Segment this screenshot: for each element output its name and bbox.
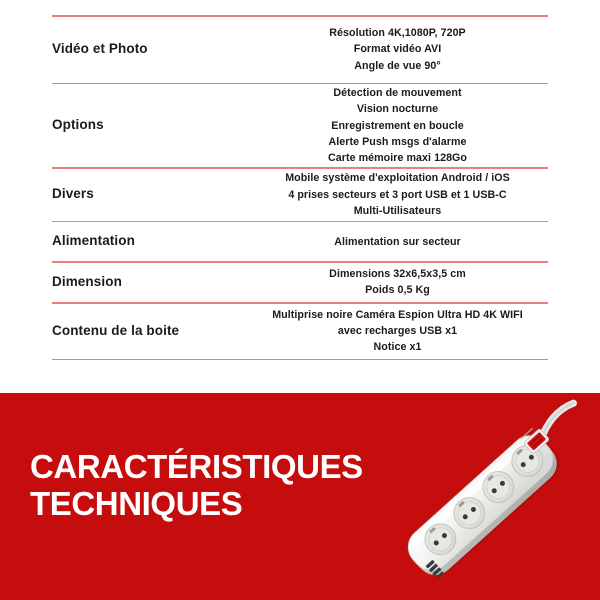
banner-title	[30, 449, 363, 523]
table-row	[52, 222, 548, 261]
banner-title-line2: TECHNIQUES	[30, 484, 243, 522]
spec-value-line: Mobile système d'exploitation Android / iOS	[285, 172, 510, 185]
table-divider-bottom	[52, 359, 548, 361]
spec-value-options	[247, 85, 548, 166]
spec-value-divers	[247, 170, 548, 219]
power-strip-image	[372, 393, 600, 600]
spec-value-video-photo	[247, 25, 548, 74]
spec-label-options: Options	[52, 117, 104, 133]
table-row	[52, 169, 548, 221]
spec-value-line: Notice x1	[373, 341, 422, 354]
spec-value-line: Poids 0,5 Kg	[365, 284, 430, 297]
table-row	[52, 304, 548, 359]
spec-value-line: 4 prises secteurs et 3 port USB et 1 USB-C	[288, 188, 507, 201]
spec-label-contenu-boite: Contenu de la boite	[52, 322, 180, 338]
spec-value-line: Dimensions 32x6,5x3,5 cm	[329, 268, 466, 281]
spec-label-dimension: Dimension	[52, 274, 122, 290]
spec-value-line: Détection de mouvement	[333, 87, 462, 100]
spec-value-line: Alimentation sur secteur	[334, 235, 461, 248]
spec-value-dimension	[247, 266, 548, 299]
caracteristiques-banner	[0, 393, 600, 600]
table-row	[52, 17, 548, 83]
spec-value-line: Multiprise noire Caméra Espion Ultra HD 4K WIFI	[272, 308, 523, 321]
banner-title-line1: CARACTÉRISTIQUES	[30, 448, 363, 485]
table-row	[52, 84, 548, 167]
spec-value-line: Alerte Push msgs d'alarme	[328, 135, 467, 148]
spec-value-line: Carte mémoire maxi 128Go	[327, 152, 467, 165]
spec-value-line: avec recharges USB x1	[337, 324, 458, 337]
spec-value-line: Vision nocturne	[356, 103, 439, 116]
spec-label-alimentation: Alimentation	[52, 233, 135, 249]
table-row	[52, 263, 548, 302]
spec-label-divers: Divers	[52, 186, 94, 202]
spec-value-line: Angle de vue 90°	[354, 59, 441, 72]
spec-value-line: Format vidéo AVI	[353, 43, 442, 56]
spec-value-line: Résolution 4K,1080P, 720P	[329, 27, 466, 40]
spec-value-alimentation	[247, 234, 548, 250]
spec-value-line: Enregistrement en boucle	[331, 119, 464, 132]
spec-label-video-photo: Vidéo et Photo	[52, 41, 148, 57]
spec-value-contenu-boite	[247, 307, 548, 356]
spec-value-line: Multi-Utilisateurs	[353, 204, 442, 217]
